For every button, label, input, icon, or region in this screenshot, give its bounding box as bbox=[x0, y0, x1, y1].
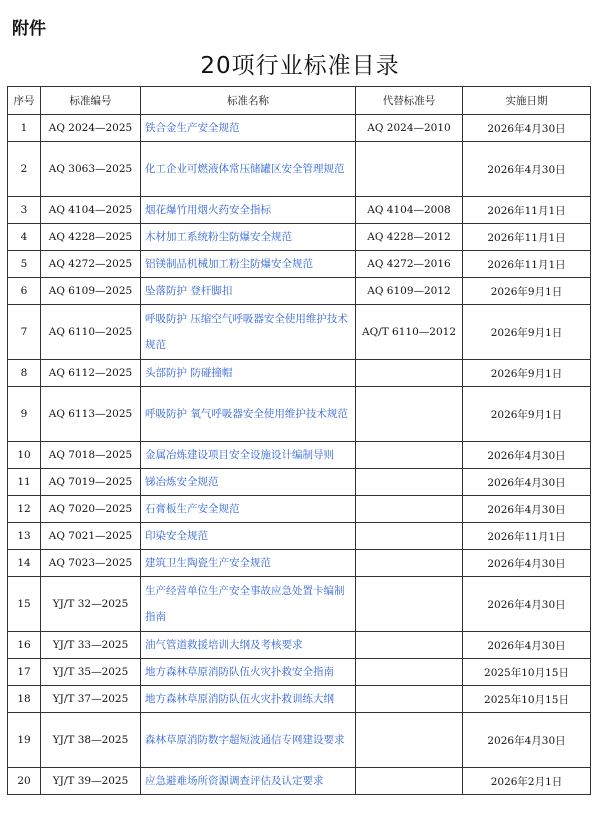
standard-name-link[interactable]: 化工企业可燃液体常压储罐区安全管理规范 bbox=[141, 142, 356, 197]
standard-name-link[interactable]: 建筑卫生陶瓷生产安全规范 bbox=[141, 550, 356, 577]
table-header-row bbox=[8, 87, 591, 115]
replaced-standard bbox=[356, 469, 463, 496]
row-number: 11 bbox=[8, 469, 41, 496]
standard-name-link[interactable]: 铁合金生产安全规范 bbox=[141, 115, 356, 142]
standard-name-link[interactable]: 应急避难场所资源调查评估及认定要求 bbox=[141, 768, 356, 795]
replaced-standard bbox=[356, 686, 463, 713]
row-number: 19 bbox=[8, 713, 41, 768]
replaced-standard bbox=[356, 632, 463, 659]
table-row bbox=[8, 713, 591, 768]
standard-code: AQ 4104—2025 bbox=[41, 197, 141, 224]
row-number: 5 bbox=[8, 251, 41, 278]
row-number: 6 bbox=[8, 278, 41, 305]
table-row bbox=[8, 550, 591, 577]
standard-code: YJ/T 32—2025 bbox=[41, 577, 141, 632]
replaced-standard: AQ/T 6110—2012 bbox=[356, 305, 463, 360]
standard-code: AQ 6109—2025 bbox=[41, 278, 141, 305]
effective-date: 2026年4月30日 bbox=[463, 469, 591, 496]
replaced-standard bbox=[356, 523, 463, 550]
effective-date: 2026年4月30日 bbox=[463, 632, 591, 659]
standard-code: AQ 7018—2025 bbox=[41, 442, 141, 469]
table-row bbox=[8, 197, 591, 224]
row-number: 4 bbox=[8, 224, 41, 251]
standard-code: AQ 3063—2025 bbox=[41, 142, 141, 197]
standard-code: AQ 6113—2025 bbox=[41, 387, 141, 442]
table-row bbox=[8, 496, 591, 523]
standard-name-link[interactable]: 印染安全规范 bbox=[141, 523, 356, 550]
standard-code: YJ/T 39—2025 bbox=[41, 768, 141, 795]
standard-code: AQ 7023—2025 bbox=[41, 550, 141, 577]
effective-date: 2026年4月30日 bbox=[463, 496, 591, 523]
standard-name-link[interactable]: 油气管道救援培训大纲及考核要求 bbox=[141, 632, 356, 659]
standard-name-link[interactable]: 生产经营单位生产安全事故应急处置卡编制指南 bbox=[141, 577, 356, 632]
standard-name-link[interactable]: 地方森林草原消防队伍火灾扑救安全指南 bbox=[141, 659, 356, 686]
standard-code: YJ/T 38—2025 bbox=[41, 713, 141, 768]
row-number: 7 bbox=[8, 305, 41, 360]
standard-name-link[interactable]: 头部防护 防碰撞帽 bbox=[141, 360, 356, 387]
effective-date: 2026年11月1日 bbox=[463, 251, 591, 278]
effective-date: 2026年9月1日 bbox=[463, 387, 591, 442]
standard-name-link[interactable]: 森林草原消防数字超短波通信专网建设要求 bbox=[141, 713, 356, 768]
effective-date: 2026年4月30日 bbox=[463, 550, 591, 577]
standards-table bbox=[7, 86, 591, 795]
table-body bbox=[8, 115, 591, 795]
standard-name-link[interactable]: 锑冶炼安全规范 bbox=[141, 469, 356, 496]
row-number: 12 bbox=[8, 496, 41, 523]
row-number: 13 bbox=[8, 523, 41, 550]
standard-code: AQ 7021—2025 bbox=[41, 523, 141, 550]
row-number: 9 bbox=[8, 387, 41, 442]
header-date: 实施日期 bbox=[463, 87, 591, 115]
effective-date: 2026年4月30日 bbox=[463, 115, 591, 142]
replaced-standard bbox=[356, 713, 463, 768]
table-row bbox=[8, 251, 591, 278]
effective-date: 2026年4月30日 bbox=[463, 142, 591, 197]
attachment-label: 附件 bbox=[12, 19, 46, 39]
table-row bbox=[8, 632, 591, 659]
effective-date: 2026年2月1日 bbox=[463, 768, 591, 795]
table-row bbox=[8, 577, 591, 632]
row-number: 18 bbox=[8, 686, 41, 713]
replaced-standard bbox=[356, 659, 463, 686]
table-row bbox=[8, 659, 591, 686]
header-code: 标准编号 bbox=[41, 87, 141, 115]
row-number: 20 bbox=[8, 768, 41, 795]
row-number: 10 bbox=[8, 442, 41, 469]
effective-date: 2026年9月1日 bbox=[463, 360, 591, 387]
replaced-standard bbox=[356, 768, 463, 795]
standard-code: AQ 7020—2025 bbox=[41, 496, 141, 523]
standard-name-link[interactable]: 坠落防护 登杆脚扣 bbox=[141, 278, 356, 305]
standard-code: AQ 6112—2025 bbox=[41, 360, 141, 387]
document-title: 20项行业标准目录 bbox=[200, 53, 400, 79]
table-row bbox=[8, 115, 591, 142]
effective-date: 2026年11月1日 bbox=[463, 197, 591, 224]
effective-date: 2026年4月30日 bbox=[463, 577, 591, 632]
standard-code: YJ/T 37—2025 bbox=[41, 686, 141, 713]
standard-name-link[interactable]: 铝镁制品机械加工粉尘防爆安全规范 bbox=[141, 251, 356, 278]
table-row bbox=[8, 768, 591, 795]
table-row bbox=[8, 278, 591, 305]
table-row bbox=[8, 523, 591, 550]
standard-code: AQ 2024—2025 bbox=[41, 115, 141, 142]
replaced-standard: AQ 2024—2010 bbox=[356, 115, 463, 142]
standard-code: AQ 7019—2025 bbox=[41, 469, 141, 496]
row-number: 1 bbox=[8, 115, 41, 142]
replaced-standard: AQ 4228—2012 bbox=[356, 224, 463, 251]
row-number: 14 bbox=[8, 550, 41, 577]
replaced-standard bbox=[356, 577, 463, 632]
table-row bbox=[8, 224, 591, 251]
standard-code: AQ 4272—2025 bbox=[41, 251, 141, 278]
standard-name-link[interactable]: 金属冶炼建设项目安全设施设计编制导则 bbox=[141, 442, 356, 469]
standard-code: YJ/T 33—2025 bbox=[41, 632, 141, 659]
standard-code: YJ/T 35—2025 bbox=[41, 659, 141, 686]
effective-date: 2025年10月15日 bbox=[463, 659, 591, 686]
table-row bbox=[8, 360, 591, 387]
standard-code: AQ 6110—2025 bbox=[41, 305, 141, 360]
effective-date: 2025年10月15日 bbox=[463, 686, 591, 713]
replaced-standard bbox=[356, 387, 463, 442]
row-number: 3 bbox=[8, 197, 41, 224]
replaced-standard: AQ 4104—2008 bbox=[356, 197, 463, 224]
replaced-standard: AQ 4272—2016 bbox=[356, 251, 463, 278]
standard-name-link[interactable]: 木材加工系统粉尘防爆安全规范 bbox=[141, 224, 356, 251]
replaced-standard bbox=[356, 142, 463, 197]
replaced-standard bbox=[356, 442, 463, 469]
table-row bbox=[8, 305, 591, 360]
table-row bbox=[8, 469, 591, 496]
effective-date: 2026年9月1日 bbox=[463, 278, 591, 305]
standard-name-link[interactable]: 呼吸防护 压缩空气呼吸器安全使用维护技术规范 bbox=[141, 305, 356, 360]
table-row bbox=[8, 686, 591, 713]
row-number: 16 bbox=[8, 632, 41, 659]
row-number: 17 bbox=[8, 659, 41, 686]
row-number: 15 bbox=[8, 577, 41, 632]
standard-code: AQ 4228—2025 bbox=[41, 224, 141, 251]
replaced-standard: AQ 6109—2012 bbox=[356, 278, 463, 305]
table-row bbox=[8, 387, 591, 442]
row-number: 2 bbox=[8, 142, 41, 197]
table-row bbox=[8, 442, 591, 469]
effective-date: 2026年11月1日 bbox=[463, 224, 591, 251]
replaced-standard bbox=[356, 550, 463, 577]
header-name: 标准名称 bbox=[141, 87, 356, 115]
header-replaces: 代替标准号 bbox=[356, 87, 463, 115]
effective-date: 2026年11月1日 bbox=[463, 523, 591, 550]
effective-date: 2026年4月30日 bbox=[463, 442, 591, 469]
table-row bbox=[8, 142, 591, 197]
standard-name-link[interactable]: 石膏板生产安全规范 bbox=[141, 496, 356, 523]
replaced-standard bbox=[356, 360, 463, 387]
header-no: 序号 bbox=[8, 87, 41, 115]
effective-date: 2026年4月30日 bbox=[463, 713, 591, 768]
standard-name-link[interactable]: 烟花爆竹用烟火药安全指标 bbox=[141, 197, 356, 224]
replaced-standard bbox=[356, 496, 463, 523]
effective-date: 2026年9月1日 bbox=[463, 305, 591, 360]
row-number: 8 bbox=[8, 360, 41, 387]
standard-name-link[interactable]: 地方森林草原消防队伍火灾扑救训练大纲 bbox=[141, 686, 356, 713]
standard-name-link[interactable]: 呼吸防护 氧气呼吸器安全使用维护技术规范 bbox=[141, 387, 356, 442]
